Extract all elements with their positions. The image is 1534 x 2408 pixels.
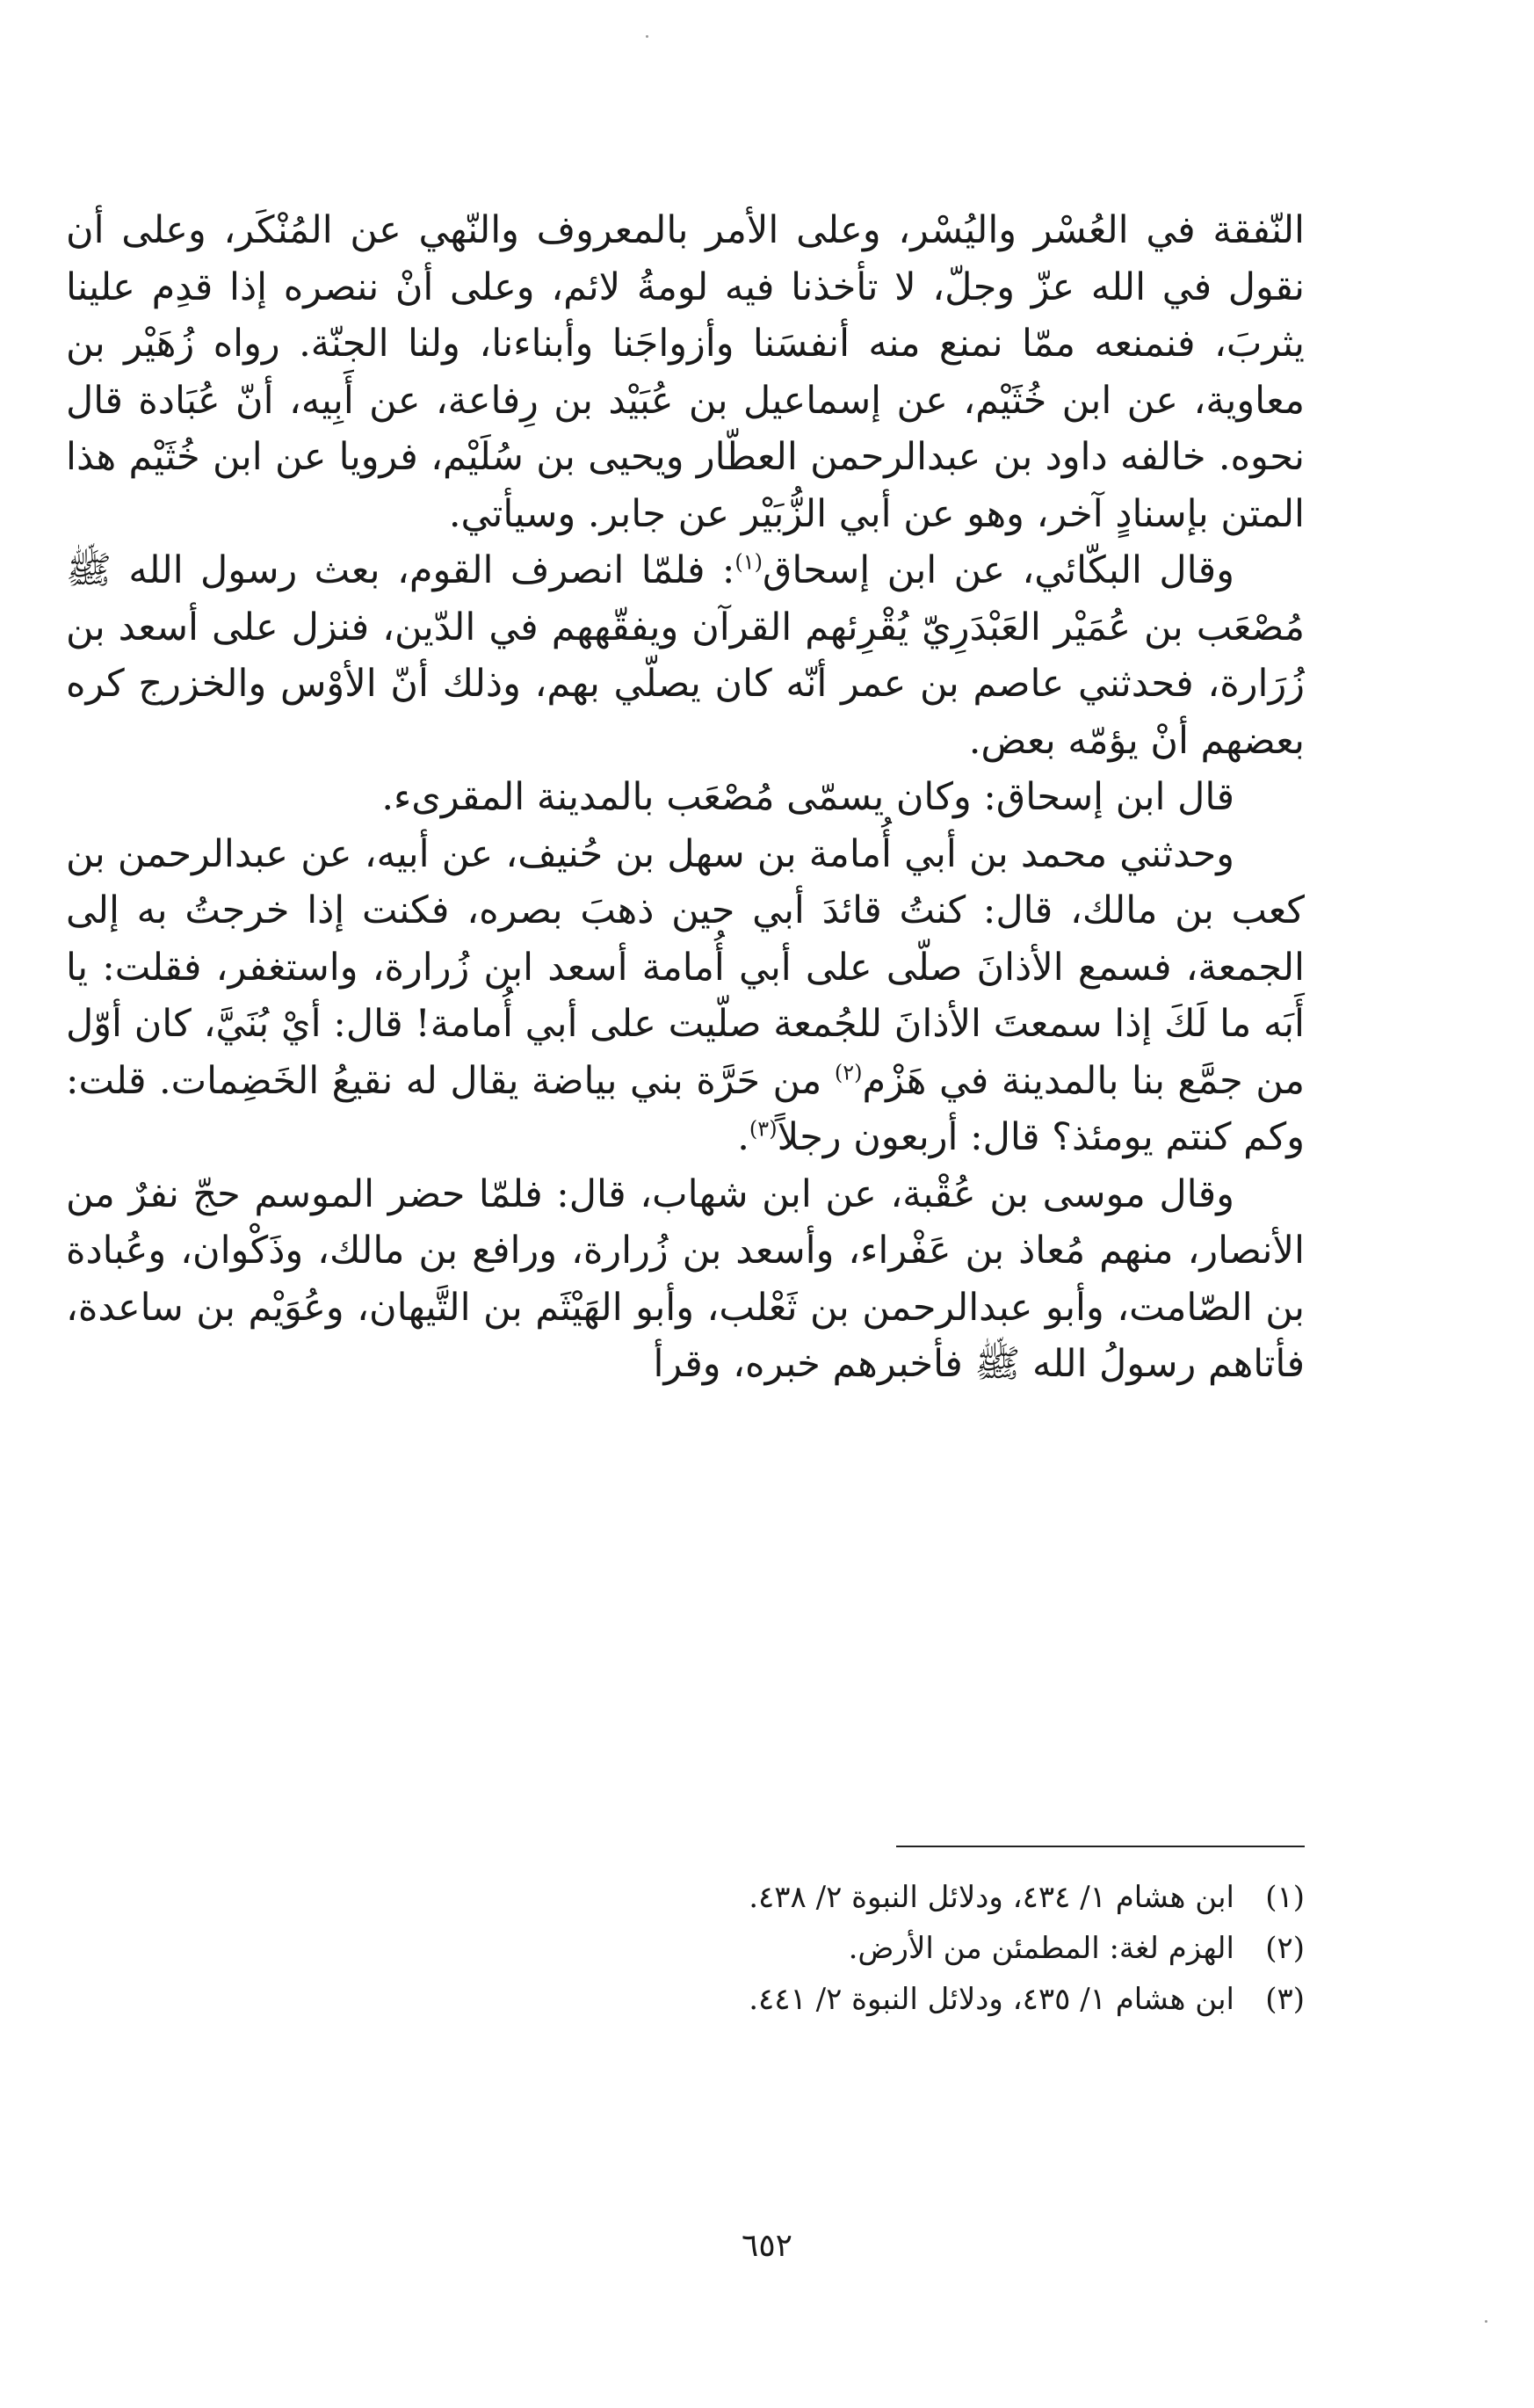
footnote-text: ابن هشام ١/ ٤٣٤، ودلائل النبوة ٢/ ٤٣٨. [749,1880,1234,1915]
paragraph-4-middle: من حَرَّة بني بياضة يقال له نقيعُ الخَضِمات. قلت: وكم كنتم يومئذ؟ قال: أربعون رجلاً [66,1058,1305,1159]
paragraph-2-start: وقال البكّائي، عن ابن إسحاق [763,548,1235,592]
footnote-number: (٣) [1265,1982,1305,2017]
footnote-divider [896,1846,1305,1847]
footnote-3 [439,1974,1305,2025]
main-text [66,202,1305,1393]
footnotes [439,1872,1305,2025]
footnote-ref-3: (٣) [749,1116,778,1142]
footnote-number: (١) [1265,1880,1305,1915]
scan-speck [1485,2320,1487,2323]
scan-speck [646,35,648,38]
paragraph-4 [66,826,1305,1166]
footnote-1 [439,1872,1305,1923]
paragraph-4-start: وحدثني محمد بن أبي أُمامة بن سهل بن حُنيف، عن أبيه، عن عبدالرحمن بن كعب بن مالك، قال: كنتُ قائدَ أبي حين ذهبَ بصره، فكنت إذا خرجتُ به إلى الجمعة، فسمع الأذانَ صلّى على أبي أُمامة أسعد ابن زُرارة، واستغفر، فقلت: يا أَبَه ما لَكَ إذا سمعتَ الأذانَ للجُمعة صلّيت على أبي أُمامة! قال: أيْ بُنَيَّ، كان أوّل من جمَّع بنا بالمدينة في هَزْم [66,831,1305,1103]
paragraph-4-end: . [737,1115,749,1159]
paragraph-2-rest: : فلمّا انصرف القوم، بعث رسول الله ﷺ مُصْعَب بن عُمَيْر العَبْدَرِيّ يُقْرِئهم القرآن ويفقّههم في الدّين، فنزل على أسعد بن زُرَارة، فحدثني عاصم بن عمر أنّه كان يصلّي بهم، وذلك أنّ الأوْس والخزرج كره بعضهم أنْ يؤمّه بعض. [66,548,1305,763]
footnote-text: الهزم لغة: المطمئن من الأرض. [848,1931,1234,1966]
footnote-number: (٢) [1265,1931,1305,1966]
paragraph-3: قال ابن إسحاق: وكان يسمّى مُصْعَب بالمدينة المقرىء. [381,775,1234,819]
page-number: ٦٥٢ [741,2228,792,2264]
paragraph-2 [66,542,1305,769]
footnote-2 [439,1923,1305,1974]
paragraph-5: وقال موسى بن عُقْبة، عن ابن شهاب، قال: فلمّا حضر الموسم حجّ نفرٌ من الأنصار، منهم مُعاذ بن عَفْراء، وأسعد بن زُرارة، ورافع بن مالك، وذَكْوان، وعُبادة بن الصّامت، وأبو عبدالرحمن بن ثَعْلب، وأبو الهَيْثَم بن التَّيهان، وعُوَيْم بن ساعدة، فأتاهم رسولُ الله ﷺ فأخبرهم خبره، وقرأ [66,1171,1305,1386]
footnote-ref-1: (١) [734,549,763,575]
footnote-text: ابن هشام ١/ ٤٣٥، ودلائل النبوة ٢/ ٤٤١. [749,1982,1234,2017]
footnote-ref-2: (٢) [834,1060,863,1085]
paragraph-1: النّفقة في العُسْر واليُسْر، وعلى الأمر بالمعروف والنّهي عن المُنْكَر، وعلى أن نقول في الله عزّ وجلّ، لا تأخذنا فيه لومةُ لائم، وعلى أنْ ننصره إذا قدِم علينا يثربَ، فنمنعه ممّا نمنع منه أنفسَنا وأزواجَنا وأبناءنا، ولنا الجنّة. رواه زُهَيْر بن معاوية، عن ابن خُثَيْم، عن إسماعيل بن عُبَيْد بن رِفاعة، عن أَبِيه، أنّ عُبَادة قال نحوه. خالفه داود بن عبدالرحمن العطّار ويحيى بن سُلَيْم، فرويا عن ابن خُثَيْم هذا المتن بإسنادٍ آخر، وهو عن أبي الزُّبَيْر عن جابر. وسيأتي. [66,208,1305,536]
